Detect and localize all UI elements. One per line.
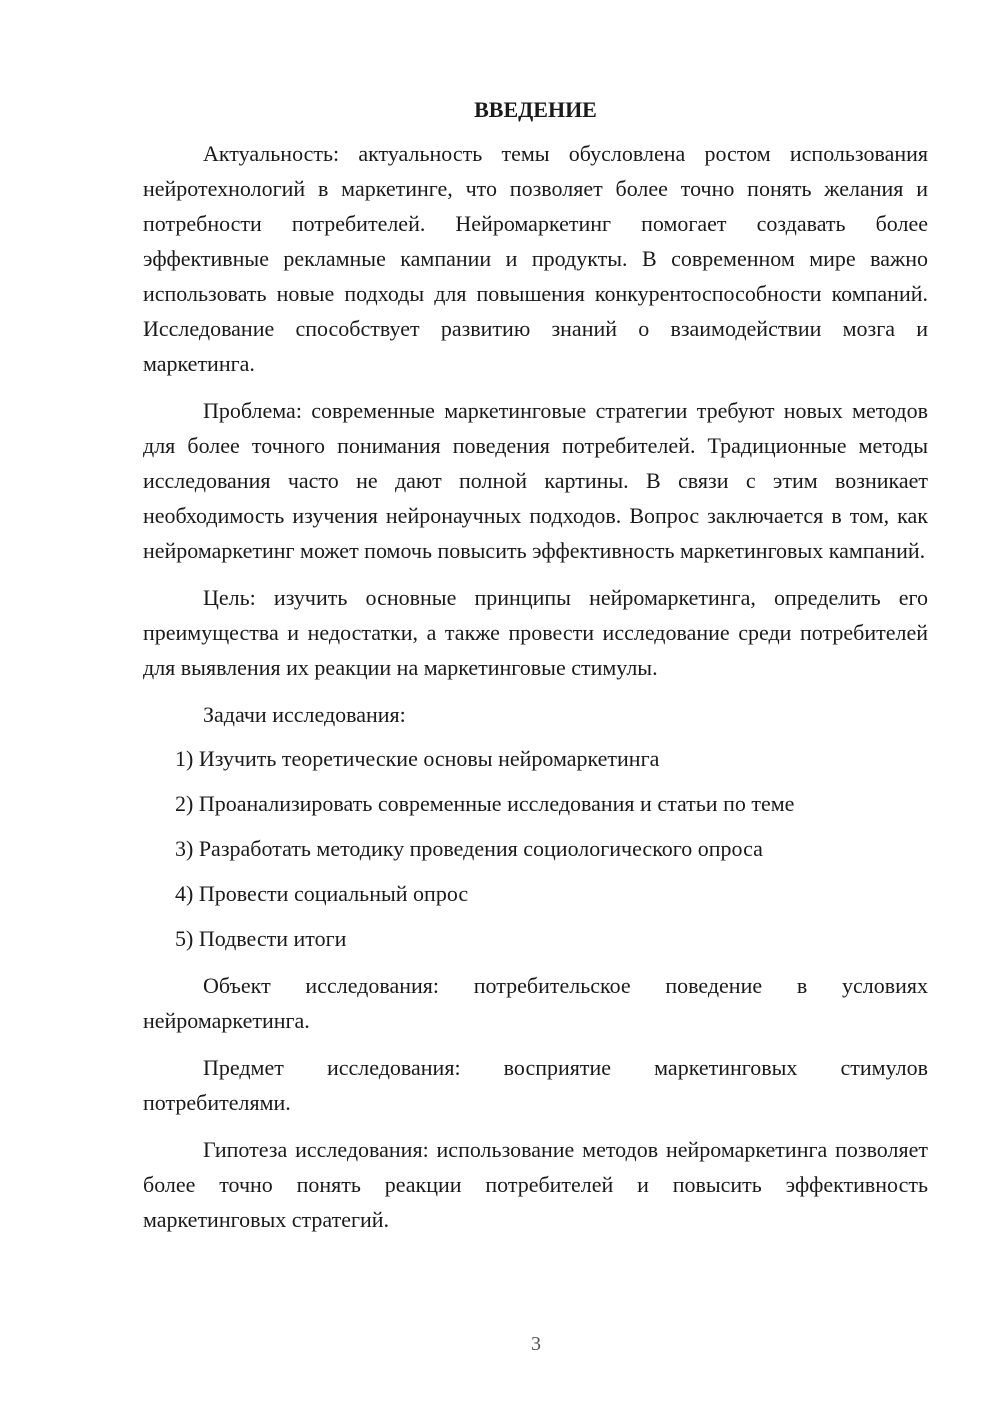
task-item-3: 3) Разработать методику проведения социологического опроса — [175, 836, 763, 861]
subject-paragraph: Предмет исследования: восприятие маркетинговых стимулов потребителями. — [143, 1055, 928, 1115]
task-item-5: 5) Подвести итоги — [175, 926, 347, 951]
page-number: 3 — [531, 1333, 541, 1355]
tasks-heading: Задачи исследования: — [203, 702, 406, 727]
task-item-2: 2) Проанализировать современные исследования и статьи по теме — [175, 791, 795, 816]
task-item-4: 4) Провести социальный опрос — [175, 881, 469, 906]
object-paragraph: Объект исследования: потребительское поведение в условиях нейромаркетинга. — [143, 973, 928, 1033]
hypothesis-paragraph: Гипотеза исследования: использование методов нейромаркетинга позволяет более точно понять реакции потребителей и повысить эффективность маркетинговых стратегий. — [143, 1137, 928, 1232]
relevance-paragraph: Актуальность: актуальность темы обусловлена ростом использования нейротехнологий в маркетинге, что позволяет более точно понять желания и потребности потребителей. Нейромаркетинг помогает создавать более эффективные рекламные кампании и продукты. В современном мире важно использовать новые подходы для повышения конкурентоспособности компаний. Исследование способствует развитию знаний о взаимодействии мозга и маркетинга. — [143, 141, 928, 376]
page-title: ВВЕДЕНИЕ — [474, 97, 597, 122]
document-page — [143, 94, 928, 1237]
tasks-list — [143, 741, 928, 956]
task-item-1: 1) Изучить теоретические основы нейромаркетинга — [175, 746, 660, 771]
goal-paragraph: Цель: изучить основные принципы нейромаркетинга, определить его преимущества и недостатки, а также провести исследование среди потребителей для выявления их реакции на маркетинговые стимулы. — [143, 585, 928, 680]
problem-paragraph: Проблема: современные маркетинговые стратегии требуют новых методов для более точного понимания поведения потребителей. Традиционные методы исследования часто не дают полной картины. В связи с этим возникает необходимость изучения нейронаучных подходов. Вопрос заключается в том, как нейромаркетинг может помочь повысить эффективность маркетинговых кампаний. — [143, 398, 928, 563]
